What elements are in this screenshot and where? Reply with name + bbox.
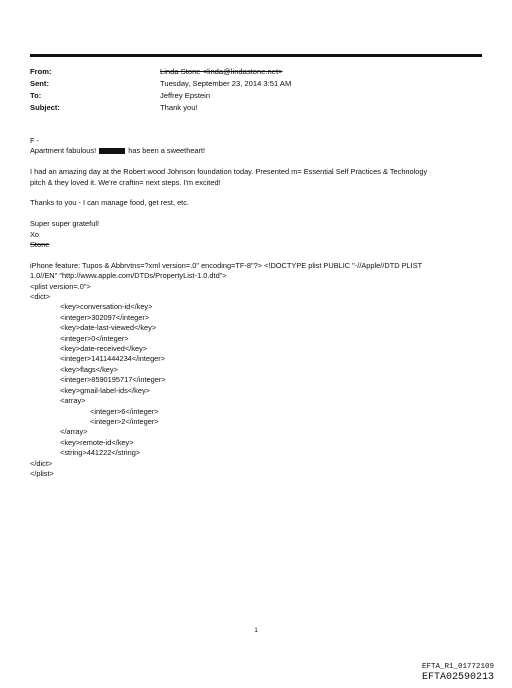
reference-code: EFTA_R1_01772109 (421, 663, 494, 671)
dict-close: </dict> (30, 458, 53, 468)
body-line-1-start: Apartment fabulous! (30, 146, 97, 156)
page-number: 1 (254, 627, 258, 634)
from-label: From: (30, 67, 52, 76)
body-paragraph-1-line-1: I had an amazing day at the Robert wood Johnson foundation today. Presented m= Essential Self Practices & Technology (30, 167, 428, 177)
plist-array-open: <array> (60, 396, 86, 406)
plist-key-date-last-viewed: <key>date-last-viewed</key> (60, 323, 157, 333)
plist-integer-4: <integer>8590195717</integer> (60, 375, 166, 385)
plist-integer-1: <integer>302097</integer> (60, 312, 150, 322)
plist-integer-2: <integer>0</integer> (60, 333, 129, 343)
to-label: To: (30, 91, 42, 100)
signature: Stone (30, 240, 50, 250)
plist-key-gmail-label-ids: <key>gmail-label-ids</key> (60, 385, 150, 395)
to-row (30, 90, 291, 102)
greeting: F - (30, 136, 40, 145)
reference-id: EFTA02590213 (421, 672, 494, 683)
plist-line-1: iPhone feature: Tupos & Abbrvtns=?xml version=.0" encoding=TF-8"?> <!DOCTYPE plist PUBLIC "-//Apple//DTD PLIST (30, 260, 423, 270)
body-paragraph-2: Thanks to you - I can manage food, get rest, etc. (30, 198, 189, 208)
body-line-1-end: has been a sweetheart! (128, 146, 206, 156)
subject-label: Subject: (30, 103, 60, 112)
plist-integer-3: <integer>1411444234</integer> (60, 354, 166, 364)
plist-array-close: </array> (60, 427, 88, 437)
plist-array-integer-1: <integer>6</integer> (90, 406, 159, 416)
redaction-mark (99, 148, 125, 154)
to-value: Jeffrey Epstein (160, 91, 211, 100)
document-reference (422, 663, 494, 684)
plist-key-conversation-id: <key>conversation-id</key> (60, 302, 153, 312)
closing-line-2: Xo (30, 229, 40, 239)
dict-open: <dict> (30, 292, 51, 302)
body-paragraph-1-line-2: pitch & they loved it. We're craftin= next steps. I'm excited! (30, 177, 221, 187)
plist-open: <plist version=.0"> (30, 281, 91, 291)
plist-key-remote-id: <key>remote-id</key> (60, 437, 134, 447)
plist-key-date-received: <key>date-received</key> (60, 344, 148, 354)
plist-string-1: <string>441222</string> (60, 448, 141, 458)
header-rule (30, 54, 482, 57)
subject-value: Thank you! (160, 103, 198, 112)
plist-line-2: 1.0//EN" "http://www.apple.com/DTDs/PropertyList-1.0.dtd"> (30, 271, 227, 281)
from-row (30, 66, 291, 78)
body-line-1 (30, 146, 490, 156)
closing-line-1: Super super grateful! (30, 219, 100, 229)
email-header (30, 66, 291, 114)
sent-row (30, 78, 291, 90)
email-body (30, 136, 490, 479)
sent-label: Sent: (30, 79, 49, 88)
plist-array-integer-2: <integer>2</integer> (90, 416, 159, 426)
from-value: Linda Stone <linda@lindastone.net> (160, 67, 283, 76)
plist-key-flags: <key>flags</key> (60, 364, 118, 374)
plist-close: </plist> (30, 468, 54, 478)
subject-row (30, 102, 291, 114)
sent-value: Tuesday, September 23, 2014 3:51 AM (160, 79, 292, 88)
